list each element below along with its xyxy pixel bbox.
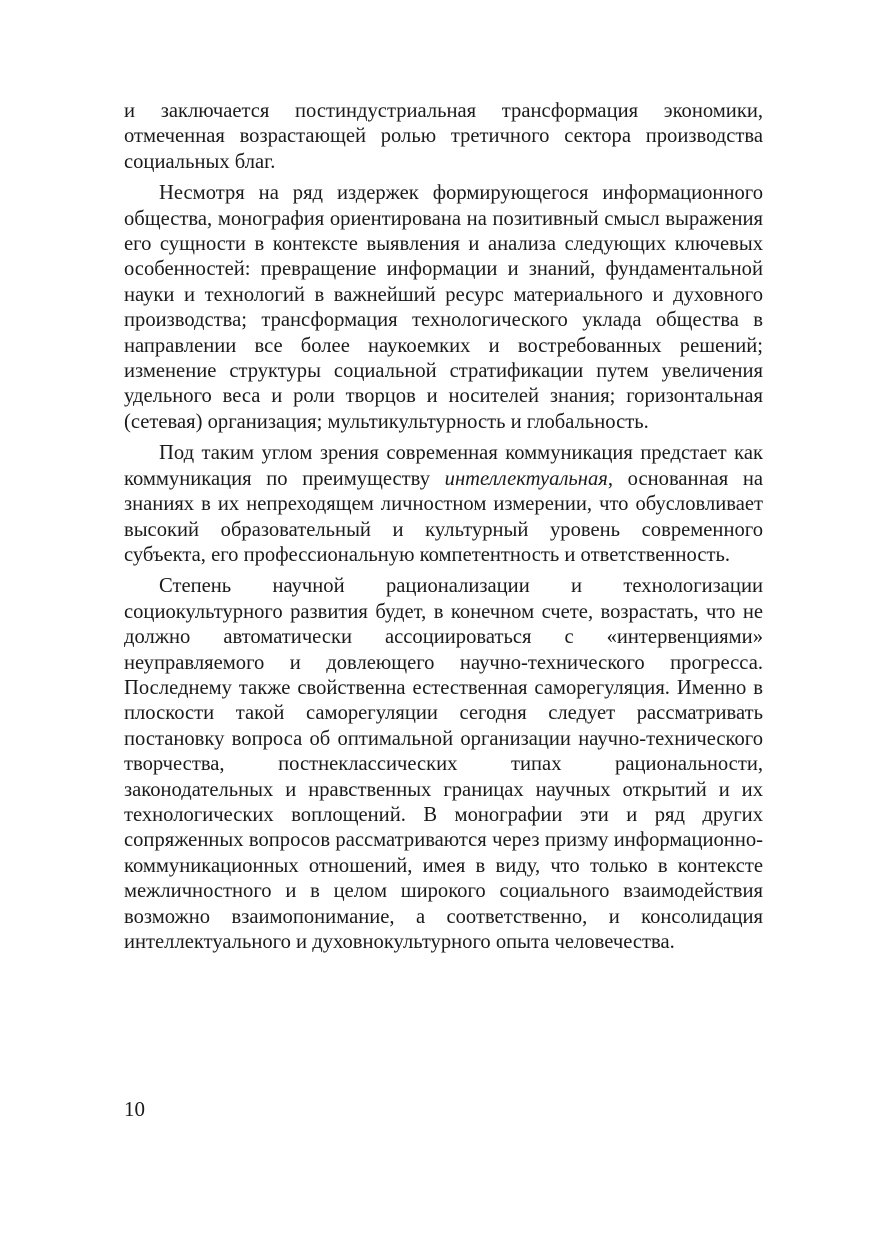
paragraph-communication-rest: , основанная на знаниях в их непреходящем личностном измерении, что обусловливает высокий образовательный и культурный уровень современного субъекта, его профессиональную компетентность и ответственность. xyxy=(124,467,764,566)
paragraph-communication-italic-term: интеллектуальная xyxy=(444,467,608,490)
paragraph-communication-lead: Под таким углом зрения современная коммуникация предстает как коммуникация по преимуществу xyxy=(124,442,763,490)
paragraph-information-society: Несмотря на ряд издержек формирующегося информационного общества, монография ориентирована на позитивный смысл выражения его сущности в контексте выявления и анализа следующих ключевых особенностей: превращение информации и знаний, фундаментальной науки и технологий в важнейший ресурс материального и духовного производства; трансформация технологического уклада общества в направлении все более наукоемких и востребованных решений; изменение структуры социальной стратификации путем увеличения удельного веса и роли творцов и носителей знания; горизонтальная (сетевая) организация; мультикультурность и глобальность. xyxy=(124,182,763,433)
paragraph-communication xyxy=(124,441,763,568)
paragraph-rationalization: Степень научной рационализации и технологизации социокультурного развития будет, в конечном счете, возрастать, что не должно автоматически ассоциироваться с «интервенциями» неуправляемого и довлеющего научно-технического прогресса. Последнему также свойственна естественная саморегуляция. Именно в плоскости такой саморегуляции сегодня следует рассматривать постановку вопроса об оптимальной организации научно-технического творчества, постнеклассических типах рациональности, законодательных и нравственных границах научных открытий и их технологических воплощений. В монографии эти и ряд других сопряженных вопросов рассматриваются через призму информационно-коммуникационных отношений, имея в виду, что только в контексте межличностного и в целом широкого социального взаимодействия возможно взаимопонимание, а соответственно, и консолидация интеллектуального и духовнокультурного опыта человечества. xyxy=(124,575,763,953)
page-number: 10 xyxy=(124,1097,145,1121)
paragraph-continuation: и заключается постиндустриальная трансформация экономики, отмеченная возрастающей ролью третичного сектора производства социальных благ. xyxy=(124,100,763,173)
page-body xyxy=(124,99,763,955)
